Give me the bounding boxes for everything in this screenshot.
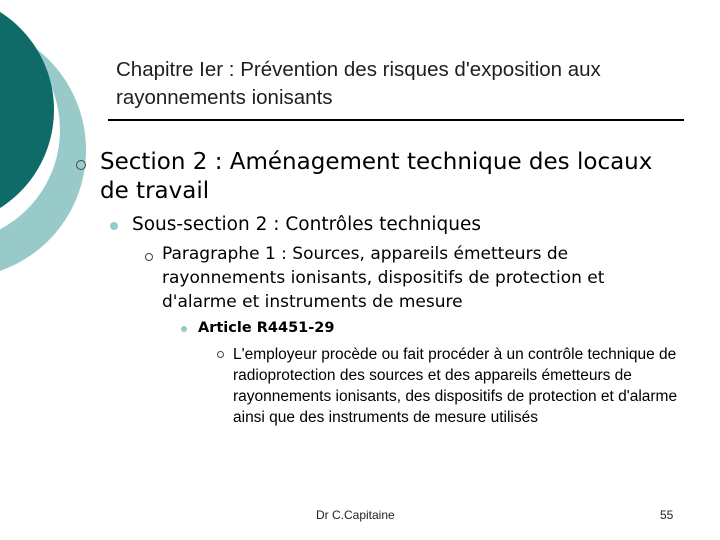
level2-bullet-icon: [110, 222, 118, 230]
page-number: 55: [660, 508, 674, 522]
footer-author: Dr C.Capitaine: [316, 508, 395, 522]
level4-bullet-icon: [181, 326, 187, 332]
subsection-heading: Sous-section 2 : Contrôles techniques: [132, 214, 482, 235]
article-heading: Article R4451-29: [198, 320, 335, 336]
slide-title: Chapitre Ier : Prévention des risques d'exposition aux rayonnements ionisants: [116, 58, 601, 109]
section-heading: Section 2 : Aménagement technique des locaux de travail: [100, 149, 653, 204]
level3-bullet-icon: [145, 253, 153, 261]
paragraph-heading: Paragraphe 1 : Sources, appareils émetteurs de rayonnements ionisants, dispositifs de protection et d'alarme et instruments de mesure: [162, 244, 605, 312]
level1-bullet-icon: [76, 160, 86, 170]
title-divider: [108, 119, 684, 121]
article-text: L'employeur procède ou fait procéder à un contrôle technique de radioprotection des sources et des appareils émetteurs de rayonnements ionisants, des dispositifs de protection et d'alarme ainsi que des instruments de mesure utilisés: [233, 346, 678, 426]
level5-bullet-icon: [217, 351, 224, 358]
